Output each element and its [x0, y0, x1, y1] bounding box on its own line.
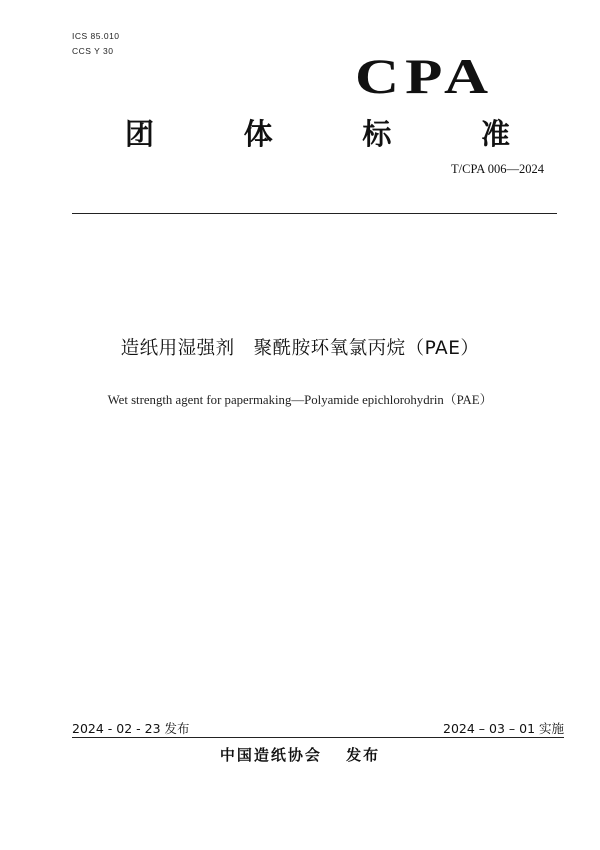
issuer: 中国造纸协会 发布: [219, 746, 381, 764]
cpa-logo: CPA: [355, 48, 495, 104]
standard-type-heading: [125, 110, 510, 154]
classification-codes: [72, 29, 120, 59]
ics-code: ICS 85.010: [72, 31, 120, 41]
standard-type-char: 标: [362, 116, 392, 151]
standard-type-char: 准: [480, 116, 510, 151]
title-english: Wet strength agent for papermaking—Polyamide epichlorohydrin（PAE）: [107, 393, 493, 407]
header-divider: [72, 213, 557, 214]
standard-type-char: 体: [243, 116, 273, 151]
ccs-code: CCS Y 30: [72, 46, 114, 56]
footer-divider: [72, 737, 564, 738]
standard-number: T/CPA 006—2024: [451, 162, 544, 176]
standard-type-char: 团: [125, 116, 155, 151]
implement-date: 2024 – 03 – 01 实施: [443, 721, 564, 736]
publish-date: 2024 - 02 - 23 发布: [72, 721, 190, 736]
title-chinese: 造纸用湿强剂 聚酰胺环氧氯丙烷（PAE）: [120, 338, 480, 359]
